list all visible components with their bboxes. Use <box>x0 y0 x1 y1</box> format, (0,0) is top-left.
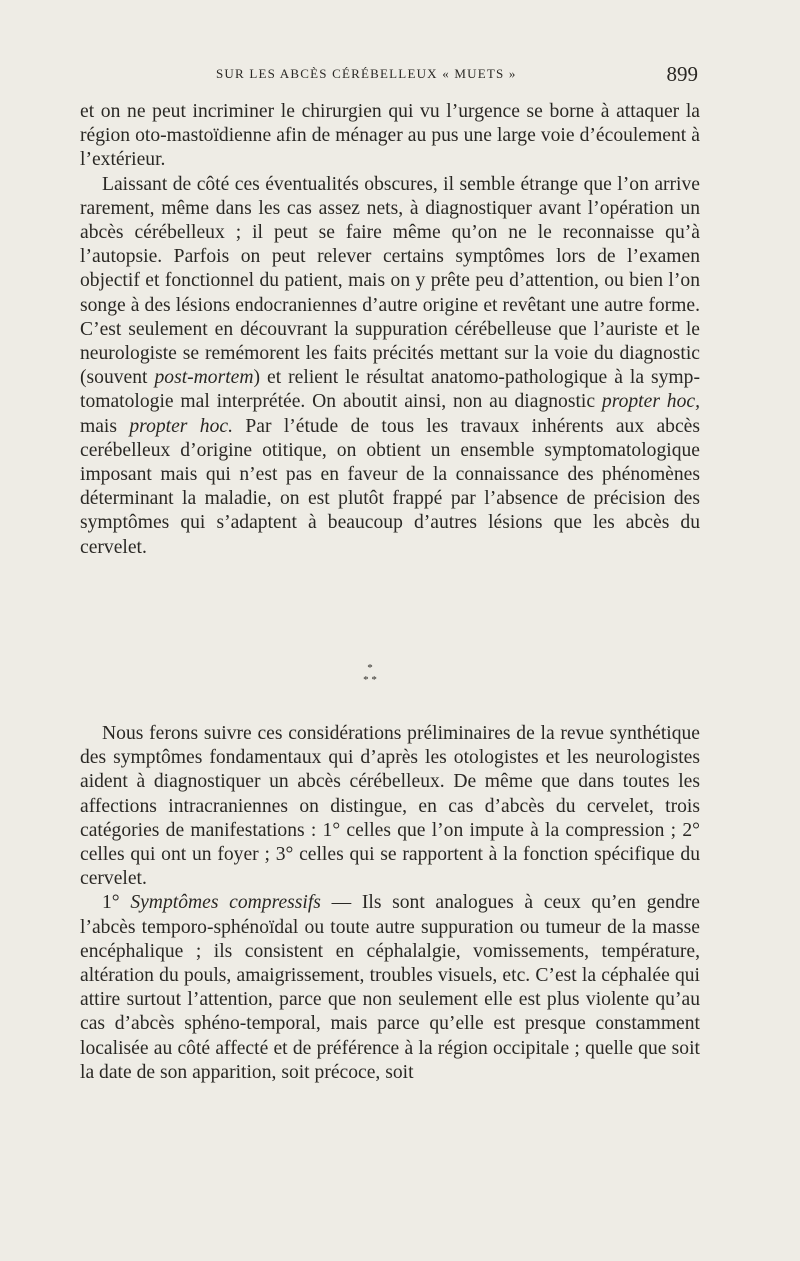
asterism-bottom: * * <box>363 674 377 686</box>
section-number: 1° <box>102 892 120 914</box>
page-header <box>80 62 700 86</box>
italic-propter-hoc-1: propter hoc, <box>601 391 700 413</box>
paragraph-2-part-b: ) et relient le résultat anatomo-pathologique à la symptomatologie mal interprétée. On aboutit ainsi, non au diagnostic <box>80 367 700 413</box>
asterism-top: * <box>367 662 373 674</box>
paragraph-4 <box>80 891 700 1085</box>
asterism-ornament <box>340 662 400 686</box>
section-title: Symptômes compressifs <box>130 892 321 914</box>
paragraph-2-part-a: Laissant de côté ces éventualités obscures, il semble étrange que l’on arrive rarement, même dans les cas assez nets, à diagnostiquer avant l’opération un abcès cérébelleux ; il peut se faire même qu’on ne le reconnaisse qu’à l’autopsie. Parfois on peut relever certains symptômes lors de l’examen objectif et fonctionnel du patient, mais on y prête peu d’attention, ou bien l’on songe à des lésions endocraniennes d’autre origine et revêtant une autre forme. C’est seulement en découvrant la suppuration cérébelleuse que l’auriste et le neurologiste se remémorent les faits précités mettant sur la voie du diagnostic (souvent <box>80 173 700 389</box>
running-title: SUR LES ABCÈS CÉRÉBELLEUX « MUETS » <box>216 66 517 81</box>
paragraph-1: et on ne peut incriminer le chirurgien qui vu l’urgence se borne à attaquer la région oto-mastoïdienne afin de ménager au pus une large voie d’écoulement à l’extérieur. <box>80 101 700 171</box>
paragraph-4-text: — Ils sont analogues à ceux qu’en gendre l’abcès temporo-sphénoïdal ou toute autre suppuration ou tumeur de la masse encéphalique ; ils consistent en céphalalgie, vomissements, température, altération du pouls, amaigrissement, troubles visuels, etc. C’est la céphalée qui attire surtout l’attention, parce que non seulement elle est plus violente qu’au cas d’abcès sphéno-temporal, mais parce qu’elle est presque constamment localisée au côté affecté et de préférence à la région occipitale ; quelle que soit la date de son apparition, soit précoce, soit <box>80 892 700 1083</box>
text-block-upper <box>80 100 700 560</box>
paragraph-3: Nous ferons suivre ces considérations préliminaires de la revue synthétique des symptômes fondamentaux qui d’après les otologistes et les neurologistes aident à diagnostiquer un abcès cérébelleux. De même que dans toutes les affections intracraniennes on distingue, en cas d’abcès du cervelet, trois catégories de manifestations : 1° celles que l’on impute à la compression ; 2° celles qui ont un foyer ; 3° celles qui se rapportent à la fonction spécifique du cervelet. <box>80 723 700 890</box>
paragraph-2 <box>80 173 700 560</box>
paragraph-2-part-c: mais <box>80 415 118 437</box>
text-block-lower <box>80 722 700 1085</box>
italic-propter-hoc-2: propter hoc. <box>129 415 233 437</box>
italic-post-mortem: post-mortem <box>154 367 254 389</box>
page-number: 899 <box>666 62 698 86</box>
paragraph-2-part-d: Par l’étude de tous les travaux inhérents aux abcès cerébelleux d’origine otitique, on obtient un ensemble symptomatologique imposant mais qui n’est pas en faveur de la connaissance des phénomènes déterminant la maladie, on est plutôt frappé par l’absence de précision des symptômes qui s’adaptent à beaucoup d’autres lésions que les abcès du cervelet. <box>80 415 700 558</box>
